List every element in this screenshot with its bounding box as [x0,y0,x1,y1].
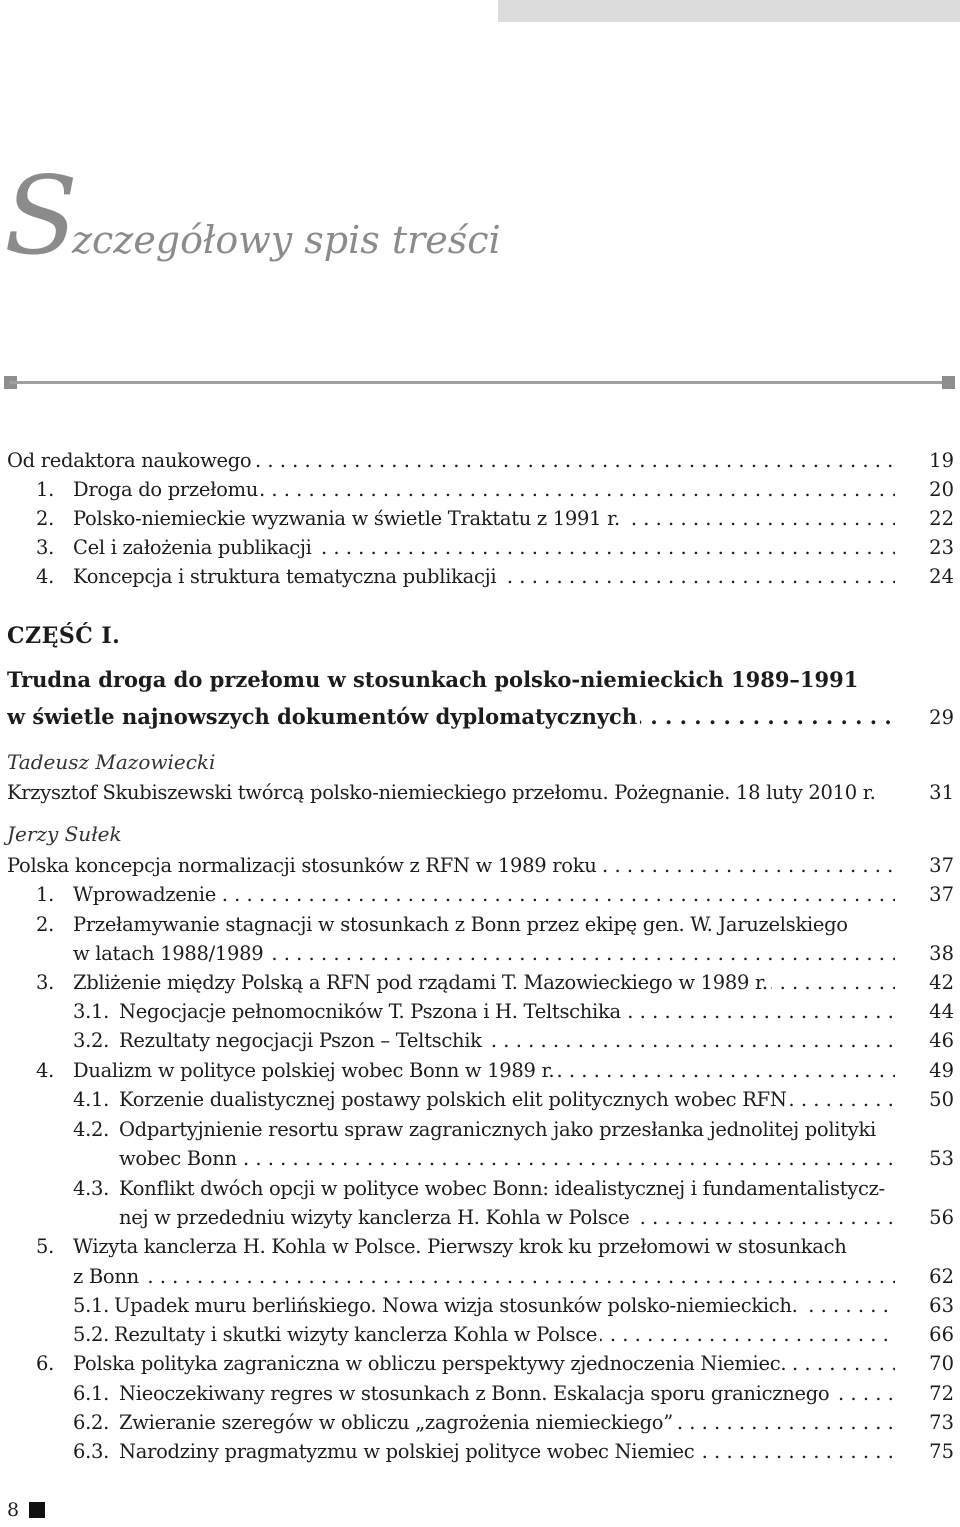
toc-page-number: 31 [929,781,954,804]
toc-entry-text: Dualizm w polityce polskiej wobec Bonn w 1989 r. [73,1059,557,1082]
toc-entry[interactable] [7,1026,895,1056]
toc-page-number: 38 [929,942,954,965]
title-initial: S [4,154,72,279]
toc-entry[interactable] [7,1379,895,1409]
toc-page-number: 50 [929,1088,954,1111]
toc-entry-number: 4.1. [73,1088,110,1111]
toc-entry-number: 6. [36,1352,55,1375]
toc-entry-text: Upadek muru berlińskiego. Nowa wizja stosunków polsko-niemieckich. [114,1294,801,1317]
toc-entry[interactable] [7,446,895,476]
toc-page-number: 63 [929,1294,954,1317]
toc-entry-number: 2. [36,913,55,936]
toc-entry-number: 5.2. [73,1323,110,1346]
toc-page-number: 20 [929,478,954,501]
toc-entry-text: Polska polityka zagraniczna w obliczu perspektywy zjednoczenia Niemiec. [73,1352,789,1375]
toc-entry[interactable] [7,1056,895,1086]
toc-entry-number: 4. [36,565,55,588]
author-name: Tadeusz Mazowiecki [7,750,216,774]
footer-square-icon [29,1502,45,1518]
toc-entry[interactable] [7,851,895,881]
toc-entry-text: w latach 1988/1989 [73,942,266,965]
toc-entry-continuation[interactable] [7,1144,895,1174]
part-title-text: Trudna droga do przełomu w stosunkach polsko-niemieckich 1989–1991 [7,667,861,692]
toc-entry-number: 2. [36,507,55,530]
toc-page-number: 46 [929,1029,954,1052]
toc-entry-number: 6.1. [73,1382,110,1405]
page-title [4,154,501,279]
author-name: Jerzy Sułek [7,822,122,846]
toc-entry-text: Rezultaty i skutki wizyty kanclerza Kohla w Polsce [114,1323,600,1346]
toc-page-number: 23 [929,536,954,559]
toc-entry-text: Przełamywanie stagnacji w stosunkach z Bonn przez ekipę gen. W. Jaruzelskiego [73,913,851,936]
toc-entry-text: Zbliżenie między Polską a RFN pod rządami T. Mazowieckiego w 1989 r. [73,971,771,994]
toc-page-number: 44 [929,1000,954,1023]
toc-entry[interactable] [7,910,895,940]
toc-entry-number: 3.2. [73,1029,110,1052]
toc-entry-number: 6.3. [73,1440,110,1463]
toc-page-number: 37 [929,883,954,906]
toc-entry-text: Korzenie dualistycznej postawy polskich elit politycznych wobec RFN [119,1088,790,1111]
toc-page-number: 62 [929,1265,954,1288]
toc-entry-number: 5. [36,1235,55,1258]
toc-page-number: 73 [929,1411,954,1434]
part-title-line-2[interactable] [7,700,895,734]
toc-entry[interactable] [7,880,895,910]
toc-entry[interactable] [7,997,895,1027]
toc-entry-text: z Bonn [73,1265,142,1288]
toc-entry-text: Narodziny pragmatyzmu w polskiej polityce wobec Niemiec [119,1440,697,1463]
toc-entry-continuation[interactable] [7,1203,895,1233]
toc-entry[interactable] [7,1174,895,1204]
toc-entry[interactable] [7,504,895,534]
toc-page-number: 66 [929,1323,954,1346]
toc-entry[interactable] [7,1437,895,1467]
part-heading: CZĘŚĆ I. [7,623,121,649]
toc-entry-text: Rezultaty negocjacji Pszon – Teltschik [119,1029,485,1052]
toc-entry-text: Od redaktora naukowego [7,449,254,472]
toc-entry-text: Koncepcja i struktura tematyczna publikacji [73,565,499,588]
toc-entry-number: 4.3. [73,1177,110,1200]
toc-page-number: 22 [929,507,954,530]
toc-entry-number: 4. [36,1059,55,1082]
header-gray-bar [498,0,960,22]
toc-entry-number: 4.2. [73,1118,110,1141]
toc-entry-text: Zwieranie szeregów w obliczu „zagrożenia niemieckiego” [119,1411,676,1434]
toc-entry-number: 5.1. [73,1294,110,1317]
toc-entry[interactable] [7,475,895,505]
toc-page-number: 49 [929,1059,954,1082]
toc-entry[interactable] [7,1232,895,1262]
toc-entry[interactable] [7,1115,895,1145]
toc-page-number: 24 [929,565,954,588]
toc-entry-text: Droga do przełomu [73,478,261,501]
toc-entry-text: Krzysztof Skubiszewski twórcą polsko-niemieckiego przełomu. Pożegnanie. 18 luty 2010 r. [7,781,879,804]
toc-entry[interactable] [7,1320,895,1350]
toc-entry[interactable] [7,1349,895,1379]
toc-page-number: 37 [929,854,954,877]
toc-entry-number: 3. [36,536,55,559]
footer-page-number: 8 [7,1499,20,1521]
toc-entry-text: Konflikt dwóch opcji w polityce wobec Bonn: idealistycznej i fundamentalistycz- [119,1177,888,1200]
toc-entry[interactable] [7,1408,895,1438]
rule-square-right [942,376,955,389]
toc-entry-text: Cel i założenia publikacji [73,536,315,559]
toc-entry-text: Wprowadzenie [73,883,219,906]
toc-entry-number: 3. [36,971,55,994]
toc-entry-number: 3.1. [73,1000,110,1023]
toc-entry[interactable] [7,562,895,592]
toc-entry[interactable] [7,1291,895,1321]
toc-entry-text: Nieoczekiwany regres w stosunkach z Bonn. Eskalacja sporu granicznego [119,1382,832,1405]
part-title-line-1[interactable] [7,663,895,697]
toc-entry-number: 1. [36,478,55,501]
toc-entry-text: Odpartyjnienie resortu spraw zagranicznych jako przesłanka jednolitej polityki [119,1118,879,1141]
toc-entry-number: 1. [36,883,55,906]
toc-entry-text: wobec Bonn [119,1147,240,1170]
toc-entry-text: nej w przededniu wizyty kanclerza H. Kohla w Polsce [119,1206,632,1229]
divider-rule [10,381,950,384]
toc-page-number: 53 [929,1147,954,1170]
toc-page-number: 56 [929,1206,954,1229]
toc-page-number: 72 [929,1382,954,1405]
toc-entry-text: Negocjacje pełnomocników T. Pszona i H. Teltschika [119,1000,624,1023]
toc-page-number: 75 [929,1440,954,1463]
toc-entry-continuation[interactable] [7,939,895,969]
toc-entry-number: 6.2. [73,1411,110,1434]
toc-entry-text: Wizyta kanclerza H. Kohla w Polsce. Pierwszy krok ku przełomowi w stosunkach [73,1235,850,1258]
toc-entry[interactable] [7,533,895,563]
toc-entry-continuation[interactable] [7,1262,895,1292]
toc-entry[interactable] [7,1085,895,1115]
toc-entry-text: Polska koncepcja normalizacji stosunków z RFN w 1989 roku [7,854,599,877]
toc-page-number: 19 [929,449,954,472]
toc-entry[interactable] [7,968,895,998]
toc-page-number: 29 [929,706,954,729]
toc-page-number: 42 [929,971,954,994]
toc-page-number: 70 [929,1352,954,1375]
title-rest: zczegółowy spis treści [72,218,501,262]
toc-entry[interactable] [7,778,895,808]
part-title-text: w świetle najnowszych dokumentów dyplomatycznych [7,704,640,729]
toc-entry-text: Polsko-niemieckie wyzwania w świetle Traktatu z 1991 r. [73,507,623,530]
